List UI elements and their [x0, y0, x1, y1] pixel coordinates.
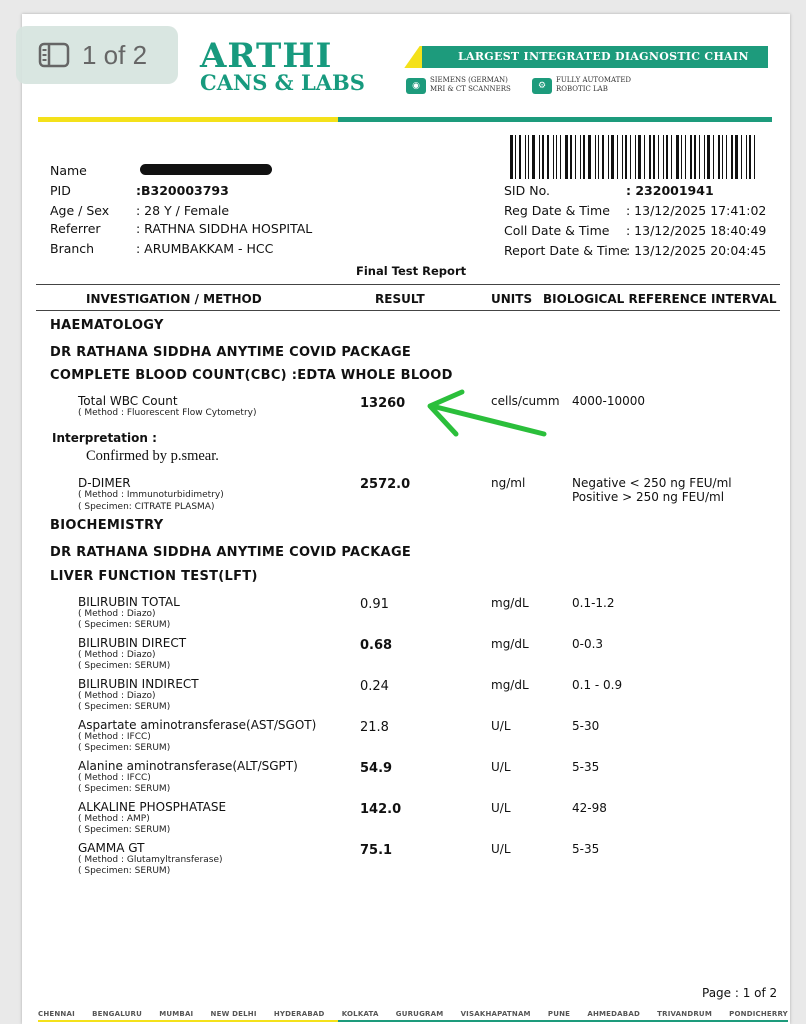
- lft-test-method: ( Method : Diazo): [78, 609, 156, 619]
- lft-test-name: BILIRUBIN DIRECT: [78, 636, 187, 650]
- col-result: RESULT: [375, 292, 425, 306]
- ddimer-method: ( Method : Immunoturbidimetry): [78, 490, 224, 500]
- barcode-bar: [539, 135, 540, 179]
- footer-rule-accent: [38, 1020, 338, 1022]
- lft-test-unit: mg/dL: [491, 596, 529, 610]
- page-number: Page : 1 of 2: [702, 986, 778, 1000]
- barcode-bar: [602, 135, 604, 179]
- barcode-bar: [510, 135, 513, 179]
- brand-subtitle: CANS & LABS: [200, 70, 365, 95]
- barcode-bar: [741, 135, 742, 179]
- lft-test-name: ALKALINE PHOSPHATASE: [78, 800, 227, 814]
- ddimer-name: D-DIMER: [78, 476, 131, 490]
- reg-label: Reg Date & Time: [504, 203, 610, 218]
- lft-test-result: 0.68: [360, 638, 393, 653]
- header-divider-accent: [38, 117, 338, 122]
- age-value: : 28 Y / Female: [136, 203, 230, 218]
- barcode-bar: [570, 135, 572, 179]
- coll-label: Coll Date & Time: [504, 223, 610, 238]
- wbc-reference: 4000-10000: [572, 394, 646, 408]
- barcode-bar: [694, 135, 696, 179]
- ddimer-unit: ng/ml: [491, 476, 526, 490]
- interpretation-text: Confirmed by p.smear.: [86, 448, 219, 464]
- highlight-arrow-icon: [418, 384, 550, 446]
- ddimer-reference-negative: Negative < 250 ng FEU/ml: [572, 476, 732, 490]
- wbc-result: 13260: [360, 396, 406, 411]
- lft-test-reference: 5-35: [572, 760, 600, 774]
- lft-test-specimen: ( Specimen: SERUM): [78, 661, 171, 671]
- barcode-bar: [699, 135, 700, 179]
- ddimer-specimen: ( Specimen: CITRATE PLASMA): [78, 502, 215, 512]
- barcode-bar: [722, 135, 723, 179]
- lft-test-method: ( Method : IFCC): [78, 732, 151, 742]
- page-indicator-badge[interactable]: [16, 26, 178, 84]
- barcode-bar: [713, 135, 714, 179]
- barcode-bar: [547, 135, 549, 179]
- barcode-bar: [532, 135, 535, 179]
- barcode-bar: [644, 135, 645, 179]
- section-package: DR RATHANA SIDDHA ANYTIME COVID PACKAGE: [50, 345, 412, 360]
- col-investigation: INVESTIGATION / METHOD: [86, 292, 262, 306]
- section-biochemistry: BIOCHEMISTRY: [50, 518, 164, 533]
- lft-test-name: BILIRUBIN TOTAL: [78, 595, 180, 609]
- age-label: Age / Sex: [50, 203, 110, 218]
- barcode-bar: [681, 135, 682, 179]
- barcode-bar: [556, 135, 557, 179]
- ddimer-reference-positive: Positive > 250 ng FEU/ml: [572, 490, 725, 504]
- barcode-bar: [560, 135, 561, 179]
- footer-city: CHENNAI: [38, 1010, 75, 1018]
- barcode-bar: [685, 135, 686, 179]
- col-reference: BIOLOGICAL REFERENCE INTERVAL: [543, 292, 777, 306]
- scanner-icon: ◉: [406, 78, 426, 94]
- lft-test-specimen: ( Specimen: SERUM): [78, 620, 171, 630]
- robot-icon: ⚙: [532, 78, 552, 94]
- lft-test-reference: 5-30: [572, 719, 600, 733]
- coll-value: : 13/12/2025 18:40:49: [626, 223, 767, 238]
- barcode-bar: [749, 135, 751, 179]
- lft-test-method: ( Method : Diazo): [78, 691, 156, 701]
- report-value: : 13/12/2025 20:04:45: [626, 243, 767, 258]
- lft-test-reference: 0-0.3: [572, 637, 604, 651]
- branch-label: Branch: [50, 241, 95, 256]
- lft-test-method: ( Method : IFCC): [78, 773, 151, 783]
- barcode-bar: [528, 135, 529, 179]
- lft-test-unit: U/L: [491, 760, 511, 774]
- sid-value: : 232001941: [626, 183, 714, 198]
- footer-city: HYDERABAD: [273, 1010, 325, 1018]
- footer-city: PUNE: [547, 1010, 571, 1018]
- pid-label: PID: [50, 183, 71, 198]
- barcode-bar: [653, 135, 655, 179]
- barcode-bar: [608, 135, 609, 179]
- lft-test-specimen: ( Specimen: SERUM): [78, 866, 171, 876]
- footer-city: KOLKATA: [341, 1010, 379, 1018]
- lft-test-method: ( Method : Diazo): [78, 650, 156, 660]
- footer-city: BENGALURU: [92, 1010, 143, 1018]
- lft-test-name: BILIRUBIN INDIRECT: [78, 677, 199, 691]
- barcode-bar: [704, 135, 705, 179]
- lft-test-reference: 42-98: [572, 801, 607, 815]
- pid-value: :B320003793: [136, 183, 229, 198]
- barcode-bar: [553, 135, 554, 179]
- report-page: [22, 14, 790, 1024]
- section-haematology: HAEMATOLOGY: [50, 318, 164, 333]
- lft-test-name: Alanine aminotransferase(ALT/SGPT): [78, 759, 298, 773]
- lft-test-unit: U/L: [491, 719, 511, 733]
- barcode-bar: [630, 135, 631, 179]
- lft-test-result: 21.8: [360, 720, 389, 735]
- barcode-bar: [754, 135, 755, 179]
- footer-city: AHMEDABAD: [587, 1010, 640, 1018]
- barcode-bar: [542, 135, 544, 179]
- barcode-bar: [595, 135, 596, 179]
- page-indicator-text: 1 of 2: [82, 39, 148, 70]
- brand-name: ARTHI: [200, 36, 333, 76]
- barcode-bar: [658, 135, 659, 179]
- barcode-bar: [718, 135, 720, 179]
- lft-test-reference: 0.1 - 0.9: [572, 678, 623, 692]
- sid-label: SID No.: [504, 183, 550, 198]
- report-label: Report Date & Time: [504, 243, 628, 258]
- barcode-bar: [663, 135, 664, 179]
- lft-test-specimen: ( Specimen: SERUM): [78, 784, 171, 794]
- ddimer-result: 2572.0: [360, 477, 411, 492]
- lft-test-unit: mg/dL: [491, 678, 529, 692]
- barcode-bar: [598, 135, 599, 179]
- reg-value: : 13/12/2025 17:41:02: [626, 203, 767, 218]
- lft-test-unit: U/L: [491, 801, 511, 815]
- lft-test-specimen: ( Specimen: SERUM): [78, 743, 171, 753]
- interpretation-label: Interpretation :: [52, 431, 157, 445]
- lft-test-name: Aspartate aminotransferase(AST/SGOT): [78, 718, 317, 732]
- barcode-bar: [575, 135, 576, 179]
- lft-test-specimen: ( Specimen: SERUM): [78, 702, 171, 712]
- barcode-bar: [635, 135, 636, 179]
- wbc-unit: cells/cumm: [491, 394, 560, 408]
- branch-value: : ARUMBAKKAM - HCC: [136, 241, 274, 256]
- barcode-bar: [519, 135, 521, 179]
- lft-test-result: 0.24: [360, 679, 389, 694]
- barcode-bar: [671, 135, 672, 179]
- barcode-bar: [625, 135, 627, 179]
- lft-test-method: ( Method : Glutamyltransferase): [78, 855, 223, 865]
- footer-city: TRIVANDRUM: [657, 1010, 712, 1018]
- barcode-bar: [726, 135, 727, 179]
- barcode-bar: [515, 135, 516, 179]
- barcode-bar: [588, 135, 591, 179]
- name-label: Name: [50, 163, 87, 178]
- barcode-bar: [707, 135, 710, 179]
- redacted-name: [140, 164, 272, 175]
- barcode: [510, 135, 772, 179]
- wbc-method: ( Method : Fluorescent Flow Cytometry): [78, 408, 257, 418]
- footer-city: GURUGRAM: [395, 1010, 444, 1018]
- lft-test-reference: 5-35: [572, 842, 600, 856]
- barcode-bar: [666, 135, 668, 179]
- sid-number: 232001941: [635, 183, 714, 198]
- lft-test-result: 75.1: [360, 843, 393, 858]
- referrer-label: Referrer: [50, 221, 101, 236]
- footer-city: VISAKHAPATNAM: [460, 1010, 531, 1018]
- barcode-bar: [746, 135, 747, 179]
- col-units: UNITS: [491, 292, 533, 306]
- referrer-value: : RATHNA SIDDHA HOSPITAL: [136, 221, 313, 236]
- table-top-rule: [36, 284, 780, 285]
- barcode-bar: [617, 135, 618, 179]
- footer-city: MUMBAI: [159, 1010, 194, 1018]
- lft-test-reference: 0.1-1.2: [572, 596, 615, 610]
- section-lft: LIVER FUNCTION TEST(LFT): [50, 569, 258, 584]
- lft-test-unit: U/L: [491, 842, 511, 856]
- lft-test-name: GAMMA GT: [78, 841, 145, 855]
- lft-test-result: 54.9: [360, 761, 393, 776]
- barcode-bar: [676, 135, 679, 179]
- barcode-bar: [611, 135, 614, 179]
- barcode-bar: [638, 135, 641, 179]
- feature-scanners: SIEMENS (GERMAN) MRI & CT SCANNERS: [430, 76, 511, 93]
- barcode-bar: [690, 135, 692, 179]
- table-header-rule: [36, 310, 780, 311]
- barcode-bar: [735, 135, 738, 179]
- lft-test-method: ( Method : AMP): [78, 814, 150, 824]
- pid-number: B320003793: [141, 183, 229, 198]
- lft-test-result: 0.91: [360, 597, 389, 612]
- barcode-bar: [580, 135, 581, 179]
- barcode-bar: [731, 135, 733, 179]
- footer-city: PONDICHERRY: [729, 1010, 788, 1018]
- section-package: DR RATHANA SIDDHA ANYTIME COVID PACKAGE: [50, 545, 412, 560]
- feature-robotic-lab: FULLY AUTOMATED ROBOTIC LAB: [556, 76, 632, 93]
- barcode-bar: [649, 135, 651, 179]
- city-list: [38, 1010, 788, 1018]
- lft-test-result: 142.0: [360, 802, 402, 817]
- wbc-name: Total WBC Count: [78, 394, 178, 408]
- barcode-bar: [525, 135, 526, 179]
- lft-test-unit: mg/dL: [491, 637, 529, 651]
- footer-city: NEW DELHI: [210, 1010, 257, 1018]
- lft-test-specimen: ( Specimen: SERUM): [78, 825, 171, 835]
- pages-icon: [38, 42, 70, 68]
- report-title: Final Test Report: [356, 264, 467, 278]
- barcode-bar: [583, 135, 585, 179]
- tagline-banner: LARGEST INTEGRATED DIAGNOSTIC CHAIN: [422, 46, 768, 68]
- barcode-bar: [565, 135, 568, 179]
- barcode-bar: [622, 135, 623, 179]
- section-cbc: COMPLETE BLOOD COUNT(CBC) :EDTA WHOLE BLOOD: [50, 368, 453, 383]
